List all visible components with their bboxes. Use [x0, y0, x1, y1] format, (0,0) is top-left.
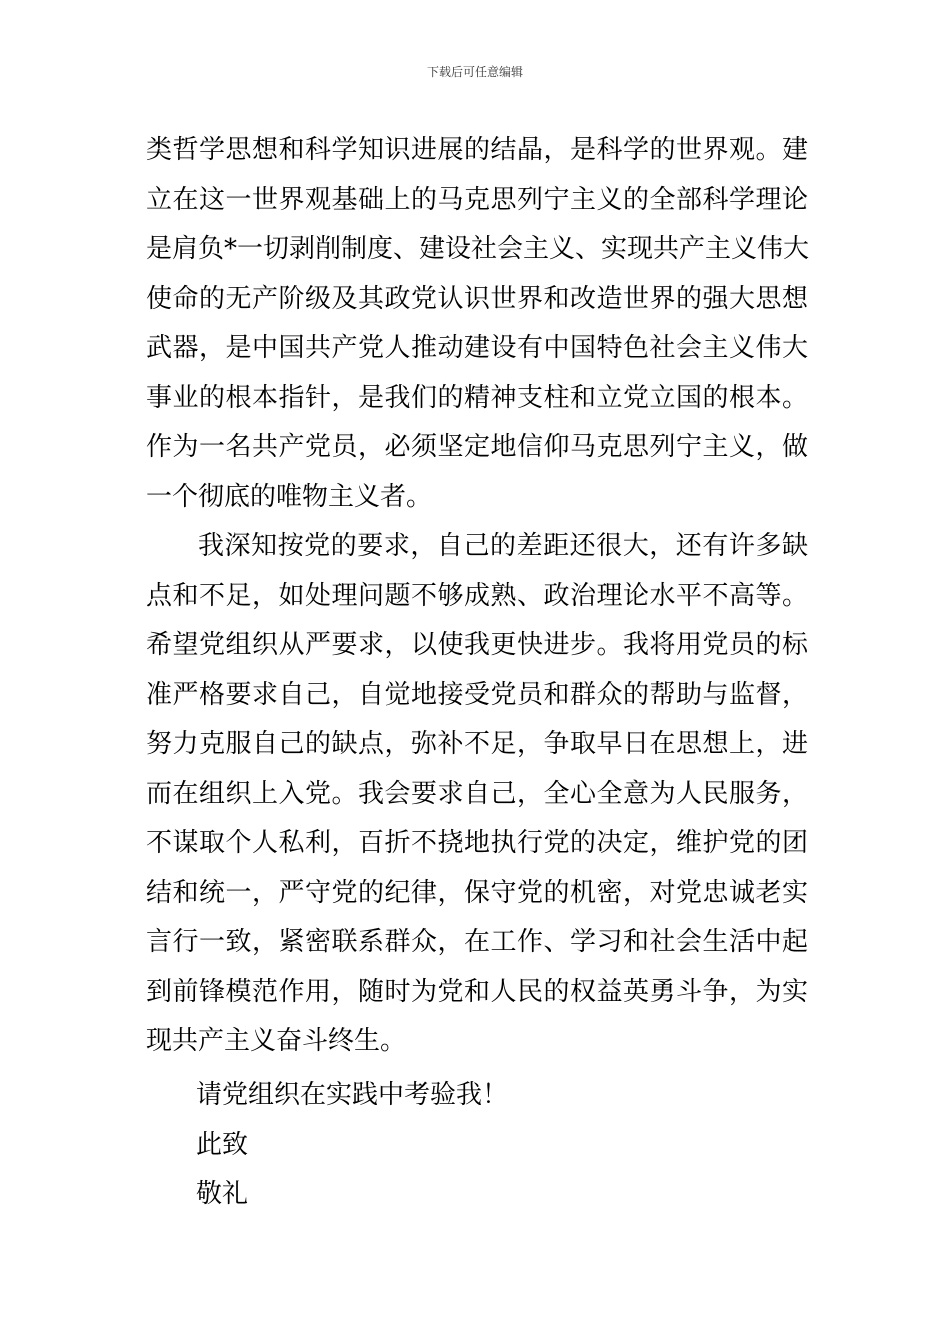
closing-block	[196, 1071, 796, 1220]
paragraph-1-line-5: 武器，是中国共产党人推动建设有中国特色社会主义伟大	[146, 333, 808, 363]
closing-regards: 敬礼	[196, 1179, 249, 1209]
paragraph-1-line-8: 一个彻底的唯物主义者。	[146, 481, 433, 512]
paragraph-2-line-10: 到前锋模范作用，随时为党和人民的权益英勇斗争，为实	[146, 976, 808, 1007]
paragraph-1-line-7: 作为一名共产党员，必须坚定地信仰马克思列宁主义，做	[146, 432, 808, 462]
closing-request: 请党组织在实践中考验我！	[196, 1080, 509, 1110]
paragraph-1-line-6: 事业的根本指针，是我们的精神支柱和立党立国的根本。	[146, 382, 808, 413]
paragraph-2-line-9: 言行一致，紧密联系群众，在工作、学习和社会生活中起	[146, 927, 808, 957]
document-body	[146, 126, 808, 1067]
paragraph-1-line-2: 立在这一世界观基础上的马克思列宁主义的全部科学理论	[146, 184, 808, 215]
paragraph-1-line-1: 类哲学思想和科学知识进展的结晶，是科学的世界观。建	[146, 135, 808, 165]
page-header: 下载后可任意编辑	[426, 65, 523, 79]
paragraph-2-line-4: 准严格要求自己，自觉地接受党员和群众的帮助与监督，	[146, 679, 808, 710]
paragraph-2-line-1: 我深知按党的要求，自己的差距还很大，还有许多缺	[198, 531, 808, 561]
paragraph-2-line-7: 不谋取个人私利，百折不挠地执行党的决定，维护党的团	[146, 828, 808, 858]
paragraph-2-line-6: 而在组织上入党。我会要求自己，全心全意为人民服务，	[146, 778, 808, 809]
paragraph-1-line-4: 使命的无产阶级及其政党认识世界和改造世界的强大思想	[146, 283, 808, 314]
paragraph-2-line-3: 希望党组织从严要求，以使我更快进步。我将用党员的标	[146, 630, 808, 660]
paragraph-2-line-5: 努力克服自己的缺点，弥补不足，争取早日在思想上，进	[146, 729, 808, 759]
paragraph-2-line-8: 结和统一，严守党的纪律，保守党的机密，对党忠诚老实	[146, 877, 808, 908]
closing-salutation: 此致	[196, 1129, 249, 1160]
paragraph-1-line-3: 是肩负*一切剥削制度、建设社会主义、实现共产主义伟大	[146, 234, 810, 264]
paragraph-2-line-11: 现共产主义奋斗终生。	[146, 1026, 407, 1056]
paragraph-2-line-2: 点和不足，如处理问题不够成熟、政治理论水平不高等。	[146, 580, 808, 611]
